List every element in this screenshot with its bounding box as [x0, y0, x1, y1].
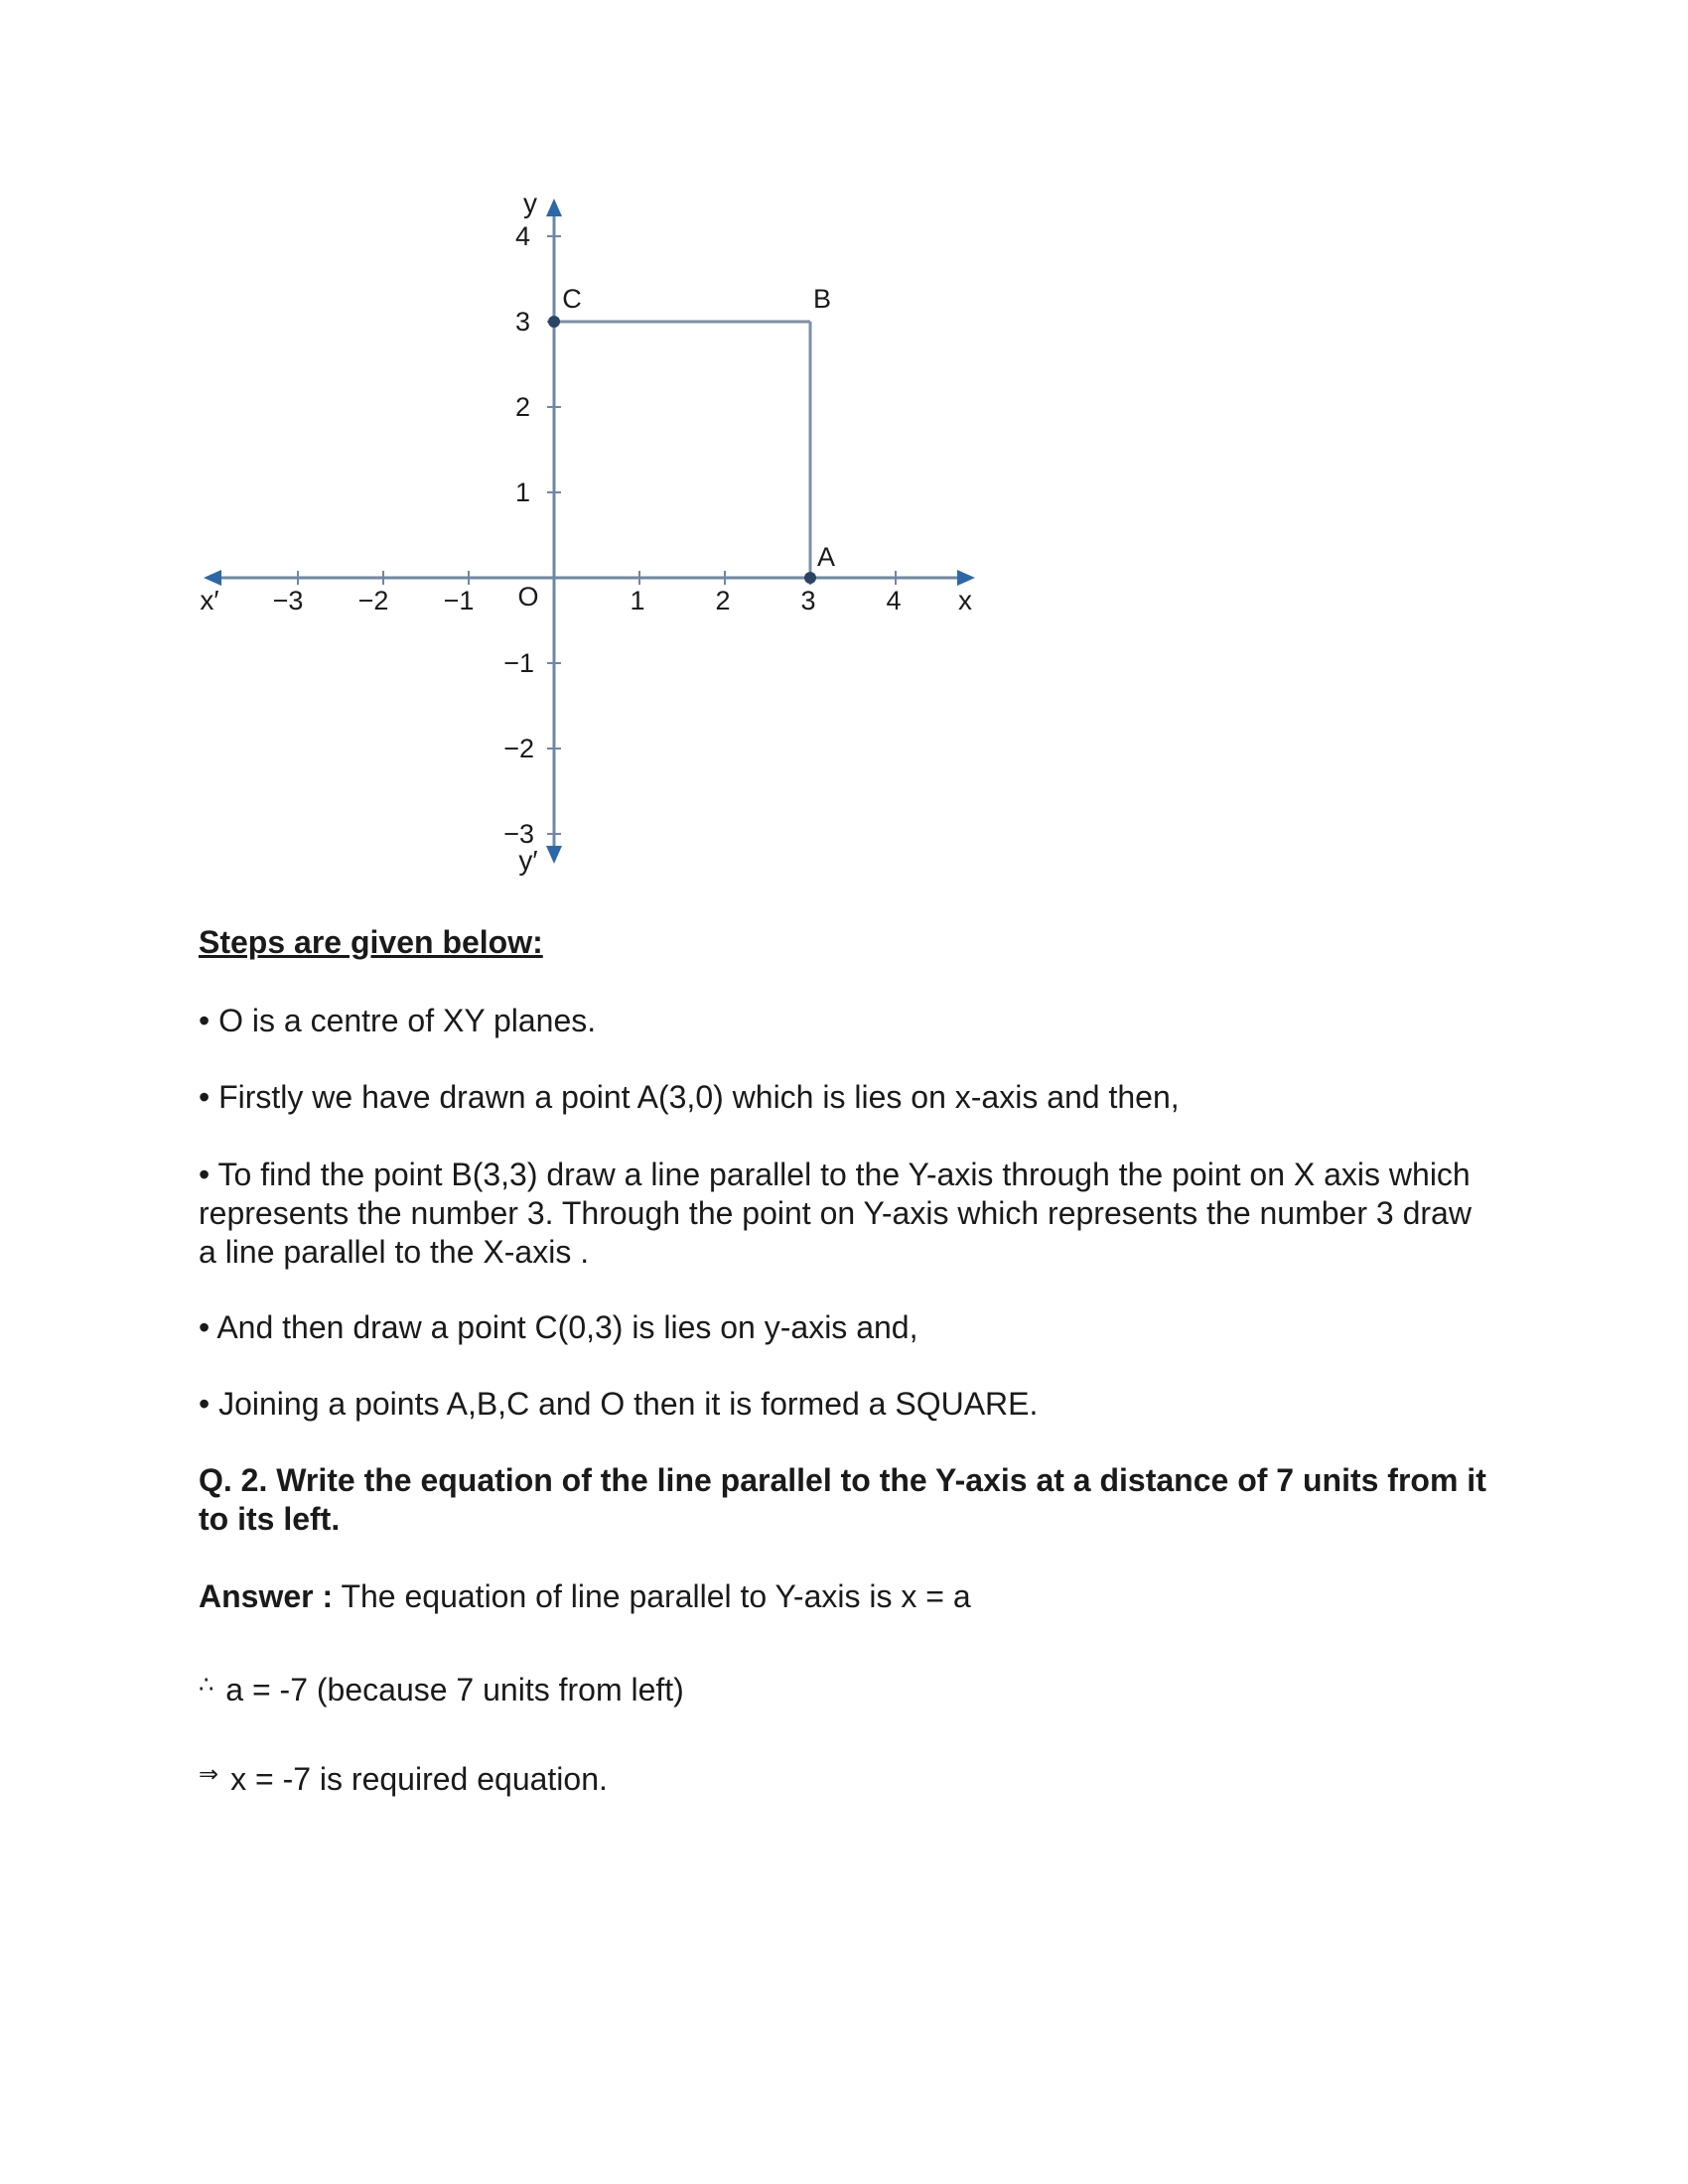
x-axis-right-arrow-icon: [957, 570, 975, 586]
answer-line: [199, 1577, 1489, 1616]
point-a-marker: [804, 572, 816, 584]
x-axis-tick-label: 4: [886, 586, 902, 615]
y-axis-tick-label: −3: [503, 819, 534, 849]
steps-heading: Steps are given below:: [199, 924, 543, 960]
therefore-line: [199, 1666, 1489, 1709]
y-axis-up-arrow-icon: [546, 199, 562, 216]
step-item: • O is a centre of XY planes.: [199, 1003, 597, 1038]
step-item: • Joining a points A,B,C and O then it is formed a SQUARE.: [199, 1386, 1039, 1422]
therefore-text: a = -7 (because 7 units from left): [225, 1672, 684, 1707]
question-text: Q. 2. Write the equation of the line parallel to the Y-axis at a distance of 7 units from it to its left.: [199, 1462, 1486, 1537]
x-axis-tick-label: −1: [443, 586, 475, 615]
answer-label: Answer :: [199, 1578, 334, 1614]
y-axis-positive-label: y: [523, 188, 537, 218]
point-c-marker: [548, 316, 560, 328]
y-axis-tick-label: −1: [503, 648, 534, 678]
point-b-label: B: [812, 284, 832, 314]
x-axis-positive-label: x: [958, 585, 972, 615]
x-axis-negative-label: x′: [200, 585, 219, 615]
implies-text: x = -7 is required equation.: [230, 1761, 608, 1797]
step-item: • And then draw a point C(0,3) is lies on y-axis and,: [199, 1309, 918, 1345]
y-axis-tick-label: 4: [514, 221, 530, 251]
y-axis-negative-label: y′: [518, 845, 538, 876]
origin-label: O: [517, 582, 539, 612]
x-axis-left-arrow-icon: [204, 570, 221, 586]
y-axis-tick-label: 3: [514, 307, 530, 337]
step-item: • To find the point B(3,3) draw a line parallel to the Y-axis through the point on X axis which represents the number 3. Through the point on Y-axis which represents the number 3 draw a line parallel to the X-axis .: [199, 1157, 1472, 1270]
point-a-label: A: [816, 542, 836, 572]
coordinate-figure: [179, 179, 1013, 893]
step-item: • Firstly we have drawn a point A(3,0) which is lies on x-axis and then,: [199, 1079, 1180, 1115]
point-c-label: C: [562, 284, 582, 314]
coordinate-plane-svg: [179, 179, 1013, 893]
x-axis-tick-label: 2: [715, 586, 731, 615]
implies-symbol: ⇒: [199, 1760, 219, 1788]
therefore-symbol: ∴: [199, 1671, 214, 1699]
y-axis-down-arrow-icon: [546, 846, 562, 864]
y-axis-tick-label: 1: [514, 478, 530, 507]
y-axis-tick-label: −2: [503, 734, 534, 763]
y-axis-tick-label: 2: [514, 392, 530, 422]
implies-line: [199, 1755, 1489, 1799]
x-axis-tick-label: −3: [272, 586, 304, 615]
x-axis-tick-label: 3: [800, 586, 816, 615]
x-axis-tick-label: 1: [630, 586, 645, 615]
x-axis-tick-label: −2: [357, 586, 389, 615]
answer-text: The equation of line parallel to Y-axis is x = a: [333, 1578, 971, 1614]
